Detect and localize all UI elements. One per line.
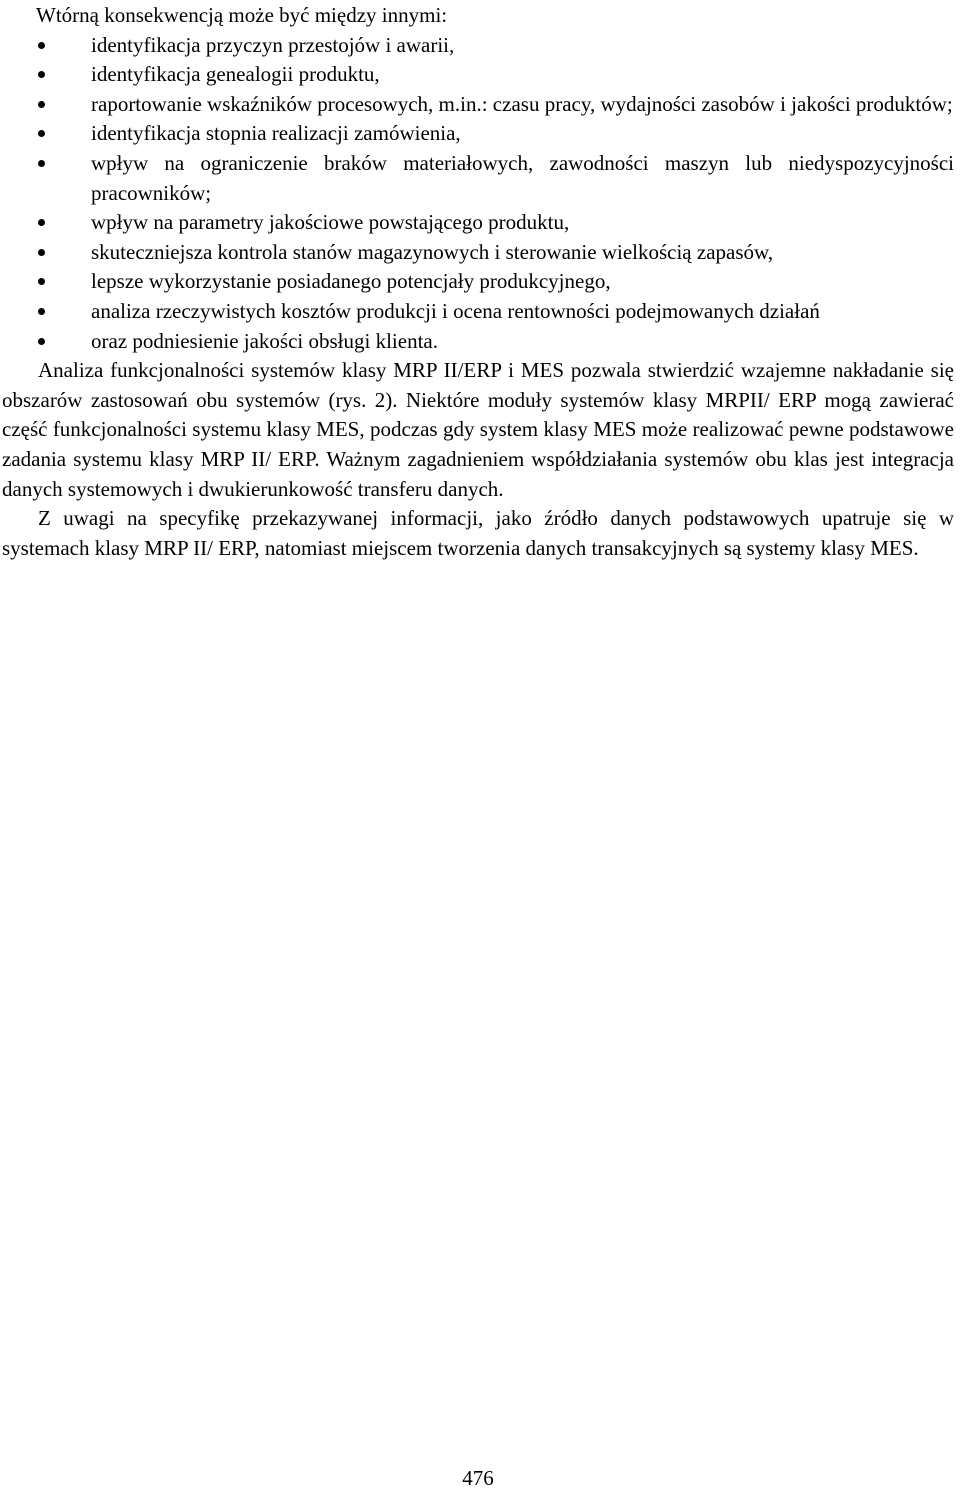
list-item <box>2 208 954 238</box>
bullet-list <box>2 31 954 357</box>
list-item-text: identyfikacja genealogii produktu, <box>91 62 380 87</box>
list-item <box>2 119 954 149</box>
body-paragraph: Analiza funkcjonalności systemów klasy MRP II/ERP i MES pozwala stwierdzić wzajemne nakładanie się obszarów zastosowań obu systemów (rys. 2). Niektóre moduły systemów klasy MRPII/ ERP mogą zawierać część funkcjonalności systemu klasy MES, podczas gdy system klasy MES może realizować pewne podstawowe zadania systemu klasy MRP II/ ERP. Ważnym zagadnieniem współdziałania systemów obu klas jest integracja danych systemowych i dwukierunkowość transferu danych. <box>2 358 954 501</box>
bullet-icon <box>38 71 45 78</box>
list-item-text: identyfikacja stopnia realizacji zamówienia, <box>91 121 461 146</box>
list-item-text: wpływ na ograniczenie braków materiałowych, zawodności maszyn lub niedyspozycyjności pracowników; <box>91 150 954 205</box>
bullet-icon <box>38 160 45 167</box>
intro-text: Wtórną konsekwencją może być między innymi: <box>36 3 448 27</box>
document-page <box>2 1 954 563</box>
list-item <box>2 327 954 357</box>
list-item <box>2 60 954 90</box>
bullet-icon <box>38 308 45 315</box>
list-item-text: wpływ na parametry jakościowe powstającego produktu, <box>91 210 570 235</box>
list-item-text: analiza rzeczywistych kosztów produkcji i ocena rentowności podejmowanych działań <box>91 298 820 323</box>
list-item <box>2 267 954 297</box>
bullet-icon <box>38 278 45 285</box>
bullet-icon <box>38 42 45 49</box>
list-item <box>2 149 954 208</box>
bullet-icon <box>38 130 45 137</box>
bullet-icon <box>38 101 45 108</box>
bullet-icon <box>38 338 45 345</box>
list-item <box>2 238 954 268</box>
list-item <box>2 90 954 120</box>
list-item-text: oraz podniesienie jakości obsługi klienta. <box>91 328 438 353</box>
list-item-text: identyfikacja przyczyn przestojów i awarii, <box>91 32 455 57</box>
list-item <box>2 31 954 61</box>
bullet-icon <box>38 219 45 226</box>
list-item-text: lepsze wykorzystanie posiadanego potencjały produkcyjnego, <box>91 269 611 294</box>
bullet-icon <box>38 249 45 256</box>
list-item <box>2 297 954 327</box>
body-paragraph: Z uwagi na specyfikę przekazywanej informacji, jako źródło danych podstawowych upatruje się w systemach klasy MRP II/ ERP, natomiast miejscem tworzenia danych transakcyjnych są systemy klasy MES. <box>2 506 954 560</box>
page-number: 476 <box>462 1466 494 1490</box>
list-item-text: raportowanie wskaźników procesowych, m.in.: czasu pracy, wydajności zasobów i jakości produktów; <box>91 91 953 116</box>
list-item-text: skuteczniejsza kontrola stanów magazynowych i sterowanie wielkością zapasów, <box>91 239 774 264</box>
